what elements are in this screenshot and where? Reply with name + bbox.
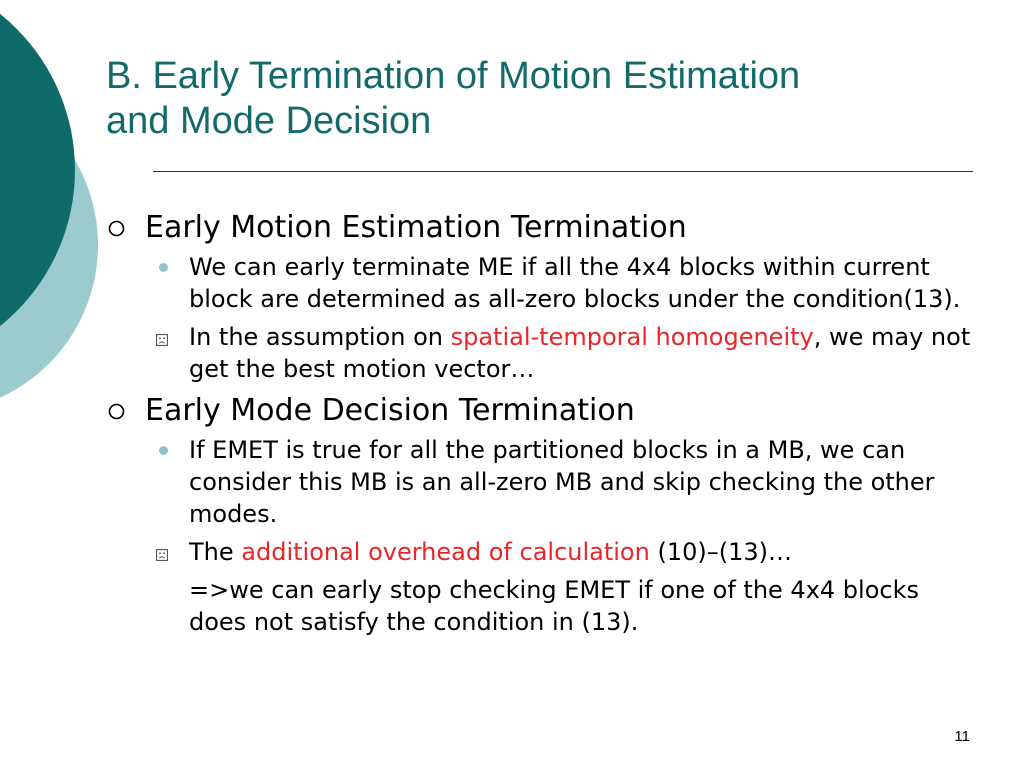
list-item-me-termination: We can early terminate ME if all the 4x4 blocks within current block are determined as all-zero blocks under the condition(13).	[100, 251, 980, 315]
slide-body	[100, 208, 980, 644]
section-heading-motion: Early Motion Estimation Termination	[100, 208, 980, 248]
sad-face-icon	[156, 334, 168, 346]
filled-dot-icon	[159, 446, 168, 455]
list-item-me-drawback: In the assumption on spatial-temporal homogeneity, we may not get the best motion vector…	[100, 321, 980, 385]
highlight-text: additional overhead of calculation	[241, 538, 650, 566]
title-line-2: and Mode Decision	[106, 100, 432, 142]
slide-title	[106, 54, 986, 144]
hollow-circle-icon	[108, 403, 125, 420]
sad-face-icon	[156, 549, 168, 561]
section-heading-mode: Early Mode Decision Termination	[100, 391, 980, 431]
list-item-early-stop: =>we can early stop checking EMET if one of the 4x4 blocks does not satisfy the condition in (13).	[189, 576, 919, 636]
page-number: 11	[954, 728, 970, 745]
decorative-circles	[0, 0, 110, 420]
highlight-text: spatial-temporal homogeneity	[450, 323, 814, 351]
filled-dot-icon	[159, 263, 168, 272]
list-item-mode-overhead: The additional overhead of calculation (10)–(13)…	[100, 536, 980, 568]
title-divider	[153, 171, 973, 172]
hollow-circle-icon	[108, 220, 125, 237]
title-line-1: B. Early Termination of Motion Estimation	[106, 55, 801, 97]
list-item-mode-termination: If EMET is true for all the partitioned blocks in a MB, we can consider this MB is an all-zero MB and skip checking the other modes.	[100, 434, 980, 530]
